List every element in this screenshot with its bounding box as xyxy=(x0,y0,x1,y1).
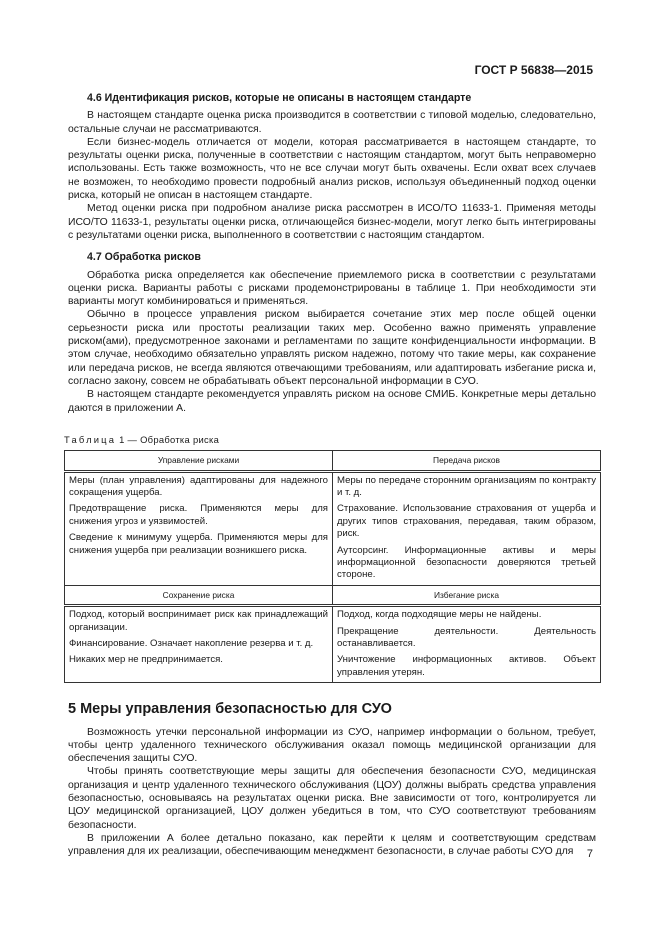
paragraph: В приложении А более детально показано, как перейти к целям и соответствующим средствам управления для их реализации, обеспечивающим менеджмент безопасности, в случае работы СУО для xyxy=(68,832,596,858)
table-header-cell: Передача рисков xyxy=(333,451,601,471)
paragraph: Обычно в процессе управления риском выбирается сочетание этих мер после общей оценки серьезности риска или простоты реализации таких мер. Особенно важно применять управление риском(ами), предусмотренное законами и регламентами по защите конфиденциальности информации. В этом случае, необходимо обязательно управлять риском надежно, потому что такие меры, как сохранение или передача рисков, не всегда являются отвечающими требованиям, или адаптировать избегание риска и, согласно закону, совсем не обрабатывать объект персональной информации в СУО. xyxy=(68,309,596,387)
document-code: ГОСТ Р 56838—2015 xyxy=(474,63,593,77)
risk-treatment-table xyxy=(64,450,601,683)
section-title: 4.7 Обработка рисков xyxy=(87,251,201,264)
paragraph: Метод оценки риска при подробном анализе риска рассмотрен в ИСО/ТО 11633-1. Применяя методы ИСО/ТО 11633-1, результаты оценки риска, отличающейся бизнес-модели, могут легко быть интегрированы с результатами оценки риска, выполненного в соответствии с настоящим стандартом. xyxy=(68,203,596,241)
table-caption xyxy=(64,433,596,446)
table-header-cell: Избегание риска xyxy=(333,585,601,605)
cell-text: Финансирование. Означает накопление резерва и т. д. xyxy=(69,638,314,649)
cell-text: Меры (план управления) адаптированы для надежного сокращения ущерба. xyxy=(69,474,328,498)
table-cell xyxy=(65,606,333,683)
paragraph: Обработка риска определяется как обеспечение приемлемого риска в соответствии с результатами оценки риска. Варианты работы с рисками продемонстрированы в таблице 1. При необходимости эти варианты могут комбинироваться и применяться. xyxy=(68,269,596,308)
section-4-7 xyxy=(68,251,596,415)
cell-text: Страхование. Использование страхования от ущерба и других типов страхования, передавая, таким образом, риск. xyxy=(337,503,596,540)
paragraph: В настоящем стандарте рекомендуется управлять риском на основе СМИБ. Конкретные меры детально даются в приложении А. xyxy=(68,389,596,414)
section-5 xyxy=(68,726,596,859)
paragraph: Если бизнес-модель отличается от модели, которая рассматривается в настоящем стандарте, то результаты оценки риска, полученные в соответствии с настоящим стандартом, могут быть неправомерно использованы. Есть также возможность, что не все случаи могут быть охвачены. Если охват всех случаев не возможен, то необходимо провести подробный анализ рисков, используя объединенный подход оценки риска, который не описан в настоящем стандарте. xyxy=(68,136,596,202)
paragraph: Чтобы принять соответствующие меры защиты для обеспечения безопасности СУО, медицинская организация и центр удаленного технического обслуживания (ЦОУ) должны выбрать средства управления безопасностью, основываясь на результатах оценки риска. Вне зависимости от того, контролируется ли ЦОУ медицинской организацией, ЦОУ должен убедиться в том, что СУО соответствуют требованиям безопасности. xyxy=(68,766,596,831)
table-caption-text: 1 — Обработка риска xyxy=(116,433,220,445)
table-header-cell: Управление рисками xyxy=(65,451,333,471)
cell-text: Предотвращение риска. Применяются меры для снижения угроз и уязвимостей. xyxy=(69,503,328,527)
paragraph: Возможность утечки персональной информации из СУО, например информации о больном, требует, чтобы центр удаленного технического обслуживания оказал помощь медицинской организации для обеспечения защиты СУО. xyxy=(68,726,596,765)
cell-text: Меры по передаче сторонним организациям по контракту и т. д. xyxy=(337,474,596,498)
table-header-cell: Сохранение риска xyxy=(65,585,333,605)
paragraph: В настоящем стандарте оценка риска производится в соответствии с типовой моделью, следовательно, остальные случаи не рассматриваются. xyxy=(68,110,596,135)
section-title: 4.6 Идентификация рисков, которые не описаны в настоящем стандарте xyxy=(87,92,472,104)
cell-text: Сведение к минимуму ущерба. Применяются меры для снижения ущерба при реализации возникшего риска. xyxy=(69,532,328,556)
cell-text: Никаких мер не предпринимается. xyxy=(69,654,223,666)
section-title-5: 5 Меры управления безопасностью для СУО xyxy=(68,701,392,718)
table-cell xyxy=(333,471,601,585)
table-cell xyxy=(65,471,333,585)
table-cell xyxy=(333,606,601,683)
cell-text: Подход, когда подходящие меры не найдены. xyxy=(337,609,542,621)
cell-text: Прекращение деятельности. Деятельность останавливается. xyxy=(337,625,596,649)
cell-text: Уничтожение информационных активов. Объект управления утерян. xyxy=(337,654,596,678)
cell-text: Аутсорсинг. Информационные активы и меры информационной безопасности доверяются третьей стороне. xyxy=(337,544,596,581)
table-caption-label: Таблица xyxy=(64,433,117,445)
page-content xyxy=(64,92,596,858)
cell-text: Подход, который воспринимает риск как принадлежащий организации. xyxy=(69,609,328,633)
page-number: 7 xyxy=(586,848,593,860)
section-4-6 xyxy=(68,92,596,242)
